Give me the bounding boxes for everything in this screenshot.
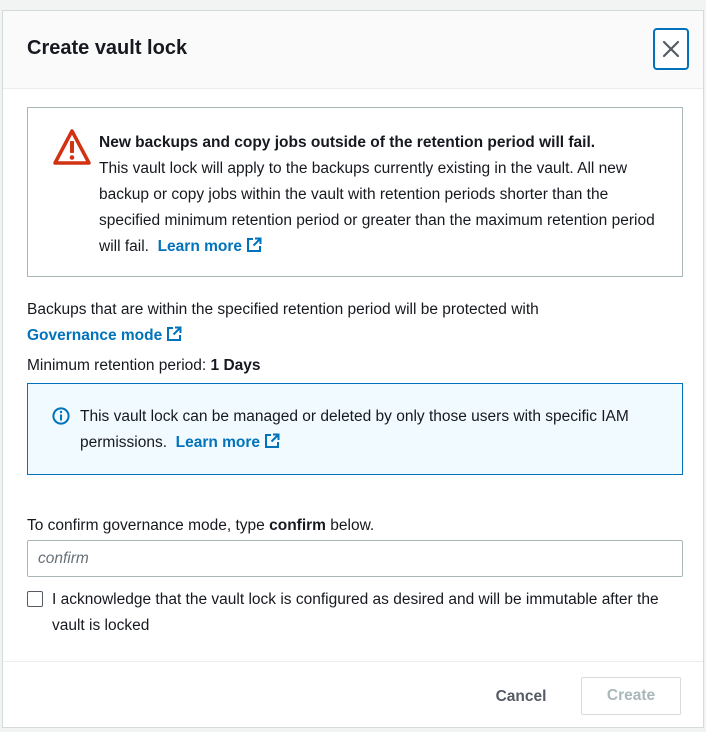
- protection-description: Backups that are within the specified retention period will be protected with: [27, 301, 539, 318]
- external-link-icon: [166, 326, 182, 342]
- info-learn-more-link[interactable]: [176, 434, 280, 451]
- close-button[interactable]: [653, 28, 689, 70]
- acknowledge-label: I acknowledge that the vault lock is configured as desired and will be immutable after the vault is locked: [52, 591, 659, 634]
- confirm-keyword: confirm: [269, 517, 326, 534]
- warning-triangle-icon: [52, 128, 92, 166]
- warning-alert: [27, 107, 683, 277]
- create-vault-lock-modal: [2, 10, 704, 728]
- modal-title: Create vault lock: [27, 37, 188, 59]
- external-link-icon: [246, 237, 262, 253]
- cancel-button[interactable]: Cancel: [495, 688, 547, 705]
- confirm-input[interactable]: [27, 540, 683, 577]
- info-circle-icon: [52, 407, 70, 425]
- modal-footer: [3, 661, 703, 729]
- acknowledge-checkbox[interactable]: [27, 591, 43, 607]
- minimum-retention-value: 1 Days: [210, 357, 261, 374]
- confirm-label: [27, 514, 374, 538]
- governance-mode-link[interactable]: [27, 327, 182, 344]
- external-link-icon: [264, 433, 280, 449]
- confirm-label-prefix: To confirm governance mode, type: [27, 517, 265, 534]
- minimum-retention: [27, 354, 261, 378]
- warning-body: This vault lock will apply to the backups currently existing in the vault. All new backup or copy jobs within the vault with retention periods shorter than the specified minimum retention period or greater than the maximum retention period will fail.: [99, 160, 655, 255]
- create-button[interactable]: Create: [581, 677, 681, 715]
- close-icon: [662, 40, 680, 58]
- warning-learn-more-label: Learn more: [157, 238, 242, 255]
- confirm-label-suffix: below.: [330, 517, 375, 534]
- governance-mode-label: Governance mode: [27, 327, 163, 344]
- info-text: [80, 404, 660, 456]
- warning-learn-more-link[interactable]: [158, 238, 262, 255]
- info-learn-more-label: Learn more: [175, 434, 261, 451]
- protection-text: [27, 297, 687, 349]
- warning-title: New backups and copy jobs outside of the retention period will fail.: [99, 134, 596, 151]
- modal-header: [3, 11, 703, 89]
- warning-text: [99, 130, 665, 260]
- minimum-retention-label: Minimum retention period:: [27, 357, 207, 374]
- info-body: This vault lock can be managed or deleted by only those users with specific IAM permissions.: [80, 408, 629, 451]
- info-alert: [27, 383, 683, 475]
